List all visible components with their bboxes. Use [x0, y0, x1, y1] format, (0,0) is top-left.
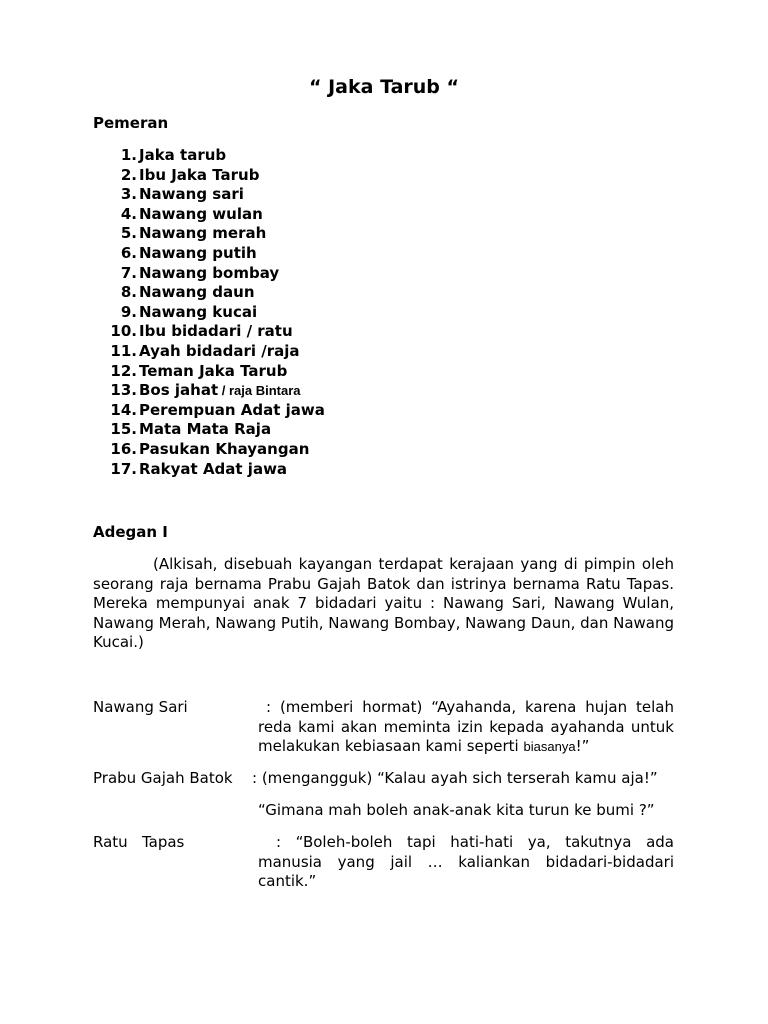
cast-item [93, 440, 325, 460]
cast-item-number: 17. [110, 459, 137, 478]
speaker-nawang-sari: Nawang Sari [93, 698, 188, 716]
cast-item-name: Rakyat Adat jawa [139, 459, 288, 478]
cast-item-number: 13. [110, 381, 137, 400]
cast-item-name: Nawang putih [139, 243, 257, 262]
speech-nawang-sari-small: biasanya [523, 739, 576, 755]
cast-item-number: 12. [110, 361, 137, 380]
cast-heading: Pemeran [93, 114, 169, 132]
cast-item-name: Ibu Jaka Tarub [139, 165, 260, 184]
narration-text: (Alkisah, disebuah kayangan terdapat kerajaan yang di pimpin oleh seorang raja bernama Prabu Gajah Batok dan istrinya bernama Ratu Tapas. Mereka mempunyai anak 7 bidadari yaitu : Nawang Sari, Nawang Wulan, Nawang Merah, Nawang Putih, Nawang Bombay, Nawang Daun, dan Nawang Kucai.) [93, 555, 675, 651]
cast-item-name: Ibu bidadari / ratu [139, 322, 293, 341]
cast-item [93, 283, 325, 303]
cast-item-number: 11. [110, 341, 137, 360]
cast-item [93, 205, 325, 225]
cast-item [93, 146, 325, 166]
cast-item [93, 185, 325, 205]
cast-item-number: 7. [120, 263, 137, 282]
cast-item-name: Ayah bidadari /raja [139, 341, 300, 360]
cast-item-number: 9. [120, 302, 137, 321]
cast-item-name: Nawang bombay [139, 263, 280, 282]
cast-item-note: / raja Bintara [218, 383, 301, 399]
speech-prabu-line-1: : (mengangguk) “Kalau ayah sich terserah kamu aja!” [252, 769, 658, 787]
cast-item [93, 264, 325, 284]
cast-item [93, 303, 325, 323]
speech-ratu-tapas: : “Boleh-boleh tapi hati-hati ya, takutnya ada manusia yang jail … kaliankan bidadari-bidadari cantik.” [258, 833, 674, 891]
cast-item [93, 322, 325, 342]
cast-item-name: Nawang wulan [139, 204, 263, 223]
cast-item [93, 381, 325, 401]
cast-item [93, 342, 325, 362]
cast-list [93, 146, 325, 479]
cast-item-number: 15. [110, 420, 137, 439]
speech-nawang-sari-end: !” [575, 737, 590, 756]
cast-item-name: Nawang daun [139, 283, 255, 302]
cast-item [93, 401, 325, 421]
speech-prabu-line-2: “Gimana mah boleh anak-anak kita turun ke bumi ?” [258, 801, 655, 819]
cast-item-number: 10. [110, 322, 137, 341]
cast-item-number: 1. [120, 146, 137, 164]
cast-item-name: Bos jahat [139, 381, 219, 400]
cast-item [93, 460, 325, 480]
cast-item-name: Mata Mata Raja [139, 420, 272, 439]
speech-nawang-sari [258, 698, 674, 757]
cast-item-number: 2. [120, 165, 137, 184]
scene-heading: Adegan I [93, 523, 168, 541]
cast-item [93, 224, 325, 244]
cast-item [93, 166, 325, 186]
cast-item-number: 8. [120, 283, 137, 302]
cast-item-name: Pasukan Khayangan [139, 439, 310, 458]
speech-nawang-sari-main: : (memberi hormat) “Ayahanda, karena hujan telah reda kami akan meminta izin kepada ayahanda untuk melakukan kebiasaan kami seperti [258, 698, 674, 756]
cast-item-number: 14. [110, 400, 137, 419]
cast-item [93, 244, 325, 264]
cast-item [93, 362, 325, 382]
cast-item-name: Nawang sari [139, 185, 244, 204]
cast-item-number: 3. [120, 185, 137, 204]
cast-item-number: 6. [120, 243, 137, 262]
cast-item [93, 420, 325, 440]
document-title: “ Jaka Tarub “ [309, 76, 459, 98]
cast-item-number: 4. [120, 204, 137, 223]
speaker-prabu-gajah-batok: Prabu Gajah Batok [93, 769, 233, 787]
cast-item-name: Nawang merah [139, 224, 267, 243]
narration-paragraph [93, 555, 674, 653]
speaker-ratu-tapas: Ratu Tapas [93, 833, 185, 851]
cast-item-number: 16. [110, 439, 137, 458]
cast-item-name: Teman Jaka Tarub [139, 361, 288, 380]
cast-item-name: Perempuan Adat jawa [139, 400, 325, 419]
cast-item-name: Jaka tarub [139, 146, 227, 164]
cast-item-number: 5. [120, 224, 137, 243]
cast-item-name: Nawang kucai [139, 302, 258, 321]
